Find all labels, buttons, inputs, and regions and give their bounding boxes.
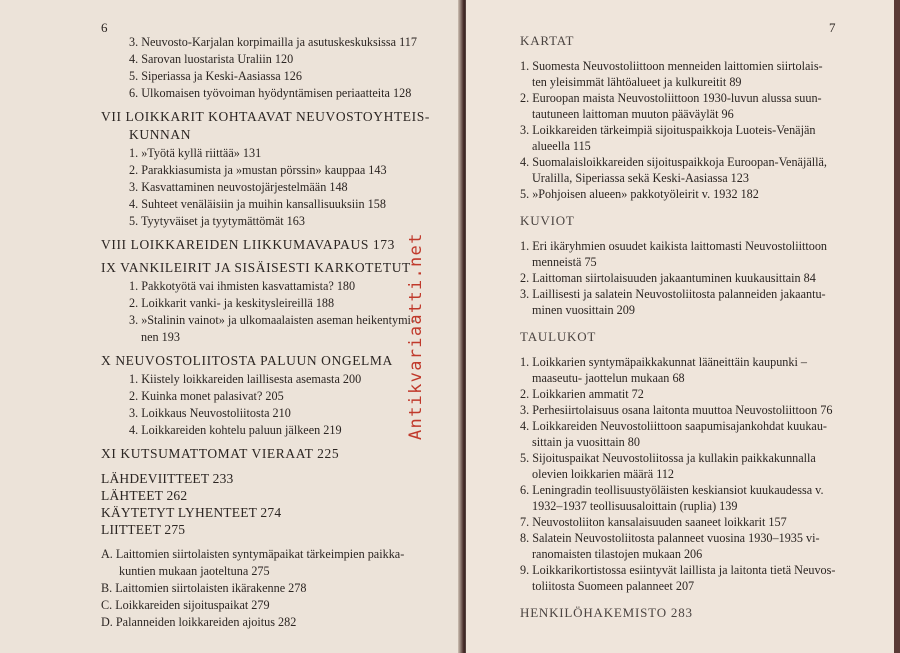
right-toc-line-r01: KARTAT <box>520 33 575 48</box>
left-toc-line-l23: XI KUTSUMATTOMAT VIERAAT 225 <box>101 446 340 461</box>
right-toc-line-r16: minen vuosittain 209 <box>532 303 635 317</box>
left-toc-line-l20: 2. Kuinka monet palasivat? 205 <box>129 389 284 403</box>
right-toc-line-r05: tautuneen laittoman muuton pääväylät 96 <box>532 107 734 121</box>
left-toc-line-l17: nen 193 <box>141 330 180 344</box>
left-toc-line-l32: D. Palanneiden loikkareiden ajoitus 282 <box>101 615 297 629</box>
left-toc-line-l02: 4. Sarovan luostarista Uraliin 120 <box>129 52 294 66</box>
left-toc-line-l16: 3. »Stalinin vainot» ja ulkomaalaisten aseman heikentymi- <box>129 313 416 327</box>
right-toc-line-r10: 5. »Pohjoisen alueen» pakkotyöleirit v. 1932 182 <box>520 187 759 201</box>
left-toc-line-l29: kuntien mukaan jaoteltuna 275 <box>119 564 270 578</box>
left-toc-line-l11: 5. Tyytyväiset ja tyytymättömät 163 <box>129 214 305 228</box>
right-toc-line-r30: ranomaisten tilastojen mukaan 206 <box>532 547 703 561</box>
right-toc-line-r06: 3. Loikkareiden tärkeimpiä sijoituspaikkoja Luoteis-Venäjän <box>520 123 816 137</box>
left-toc-line-l01: 3. Neuvosto-Karjalan korpimailla ja asutuskeskuksissa 117 <box>129 35 417 49</box>
left-toc-line-l10: 4. Suhteet venäläisiin ja muihin kansallisuuksiin 158 <box>129 197 386 211</box>
right-toc-line-r21: 3. Perhesiirtolaisuus osana laitonta muuttoa Neuvostoliittoon 76 <box>520 403 833 417</box>
right-toc-line-r27: 1932–1937 teollisuusaloittain (ruplia) 139 <box>532 499 738 513</box>
right-toc-line-r19: maaseutu- jaottelun mukaan 68 <box>532 371 685 385</box>
left-toc-line-l18: X NEUVOSTOLIITOSTA PALUUN ONGELMA <box>101 353 393 368</box>
right-toc-line-r24: 5. Sijoituspaikat Neuvostoliitossa ja kullakin paikkakunnalla <box>520 451 816 465</box>
right-toc-line-r26: 6. Leningradin teollisuustyöläisten keskiansiot kuukaudessa v. <box>520 483 824 497</box>
right-toc-line-r32: toliitosta Suomeen palanneet 207 <box>532 579 695 593</box>
left-toc-line-l22: 4. Loikkareiden kohtelu paluun jälkeen 219 <box>129 423 342 437</box>
right-toc-line-r29: 8. Salatein Neuvostoliitosta palanneet vuosina 1930–1935 vi- <box>520 531 820 545</box>
watermark: Antikvariaatti.net <box>406 232 426 440</box>
right-toc-line-r17: TAULUKOT <box>520 329 597 344</box>
right-toc-line-r15: 3. Laillisesti ja salatein Neuvostoliitosta palanneiden jakaantu- <box>520 287 826 301</box>
left-toc-line-l12: VIII LOIKKAREIDEN LIIKKUMAVAPAUS 173 <box>101 237 395 252</box>
right-toc-line-r07: alueella 115 <box>532 139 591 153</box>
right-toc-line-r04: 2. Euroopan maista Neuvostoliittoon 1930-luvun alussa suun- <box>520 91 822 105</box>
left-toc-line-l09: 3. Kasvattaminen neuvostojärjestelmään 148 <box>129 180 348 194</box>
left-toc-line-l07: 1. »Työtä kyllä riittää» 131 <box>129 146 262 160</box>
right-toc-line-r02: 1. Suomesta Neuvostoliittoon menneiden laittomien siirtolais- <box>520 59 823 73</box>
right-toc-line-r13: menneistä 75 <box>532 255 597 269</box>
right-toc-line-r12: 1. Eri ikäryhmien osuudet kaikista laittomasti Neuvostoliittoon <box>520 239 828 253</box>
right-toc-line-r09: Uralilla, Siperiassa sekä Keski-Aasiassa 123 <box>532 171 749 185</box>
left-toc-line-l31: C. Loikkareiden sijoituspaikat 279 <box>101 598 270 612</box>
left-toc-line-l24: LÄHDEVIITTEET 233 <box>101 471 234 486</box>
right-toc-line-r33: HENKILÖHAKEMISTO 283 <box>520 605 693 620</box>
right-toc-line-r11: KUVIOT <box>520 213 575 228</box>
left-toc-line-l25: LÄHTEET 262 <box>101 488 188 503</box>
left-toc-line-l05: VII LOIKKARIT KOHTAAVAT NEUVOSTOYHTEIS- <box>101 109 430 124</box>
page-number-left: 6 <box>101 20 108 35</box>
left-toc-line-l21: 3. Loikkaus Neuvostoliitosta 210 <box>129 406 291 420</box>
right-toc-line-r23: sittain ja vuosittain 80 <box>532 435 640 449</box>
left-toc-line-l03: 5. Siperiassa ja Keski-Aasiassa 126 <box>129 69 302 83</box>
right-page <box>466 0 900 653</box>
left-toc-line-l04: 6. Ulkomaisen työvoiman hyödyntämisen periaatteita 128 <box>129 86 412 100</box>
right-toc-line-r28: 7. Neuvostoliiton kansalaisuuden saaneet loikkarit 157 <box>520 515 787 529</box>
left-toc-line-l26: KÄYTETYT LYHENTEET 274 <box>101 505 282 520</box>
left-toc-line-l28: A. Laittomien siirtolaisten syntymäpaikat tärkeimpien paikka- <box>101 547 405 561</box>
left-toc-line-l06: KUNNAN <box>129 127 192 142</box>
left-toc-line-l15: 2. Loikkarit vanki- ja keskitysleireillä 188 <box>129 296 335 310</box>
left-toc-line-l13: IX VANKILEIRIT JA SISÄISESTI KARKOTETUT <box>101 260 411 275</box>
left-toc-line-l14: 1. Pakkotyötä vai ihmisten kasvattamista? 180 <box>129 279 356 293</box>
right-toc-line-r31: 9. Loikkarikortistossa esiintyvät laillista ja laitonta tietä Neuvos- <box>520 563 836 577</box>
page-number-right: 7 <box>829 20 836 35</box>
right-toc-line-r08: 4. Suomalaisloikkareiden sijoituspaikkoja Euroopan-Venäjällä, <box>520 155 827 169</box>
left-toc-line-l30: B. Laittomien siirtolaisten ikärakenne 278 <box>101 581 307 595</box>
right-toc-line-r25: olevien loikkarien määrä 112 <box>532 467 675 481</box>
left-toc-line-l27: LIITTEET 275 <box>101 522 186 537</box>
right-toc-line-r22: 4. Loikkareiden Neuvostoliittoon saapumisajankohdat kuukau- <box>520 419 827 433</box>
right-toc-line-r14: 2. Laittoman siirtolaisuuden jakaantuminen kuukausittain 84 <box>520 271 816 285</box>
left-toc-line-l08: 2. Parakkiasumista ja »mustan pörssin» kauppaa 143 <box>129 163 387 177</box>
right-toc-line-r03: ten yleisimmät lähtöalueet ja kulkureitit 89 <box>532 75 742 89</box>
cover-edge <box>894 0 900 653</box>
right-toc-line-r20: 2. Loikkarien ammatit 72 <box>520 387 644 401</box>
right-toc-line-r18: 1. Loikkarien syntymäpaikkakunnat lääneittäin kaupunki – <box>520 355 808 369</box>
left-toc-line-l19: 1. Kiistely loikkareiden laillisesta asemasta 200 <box>129 372 362 386</box>
